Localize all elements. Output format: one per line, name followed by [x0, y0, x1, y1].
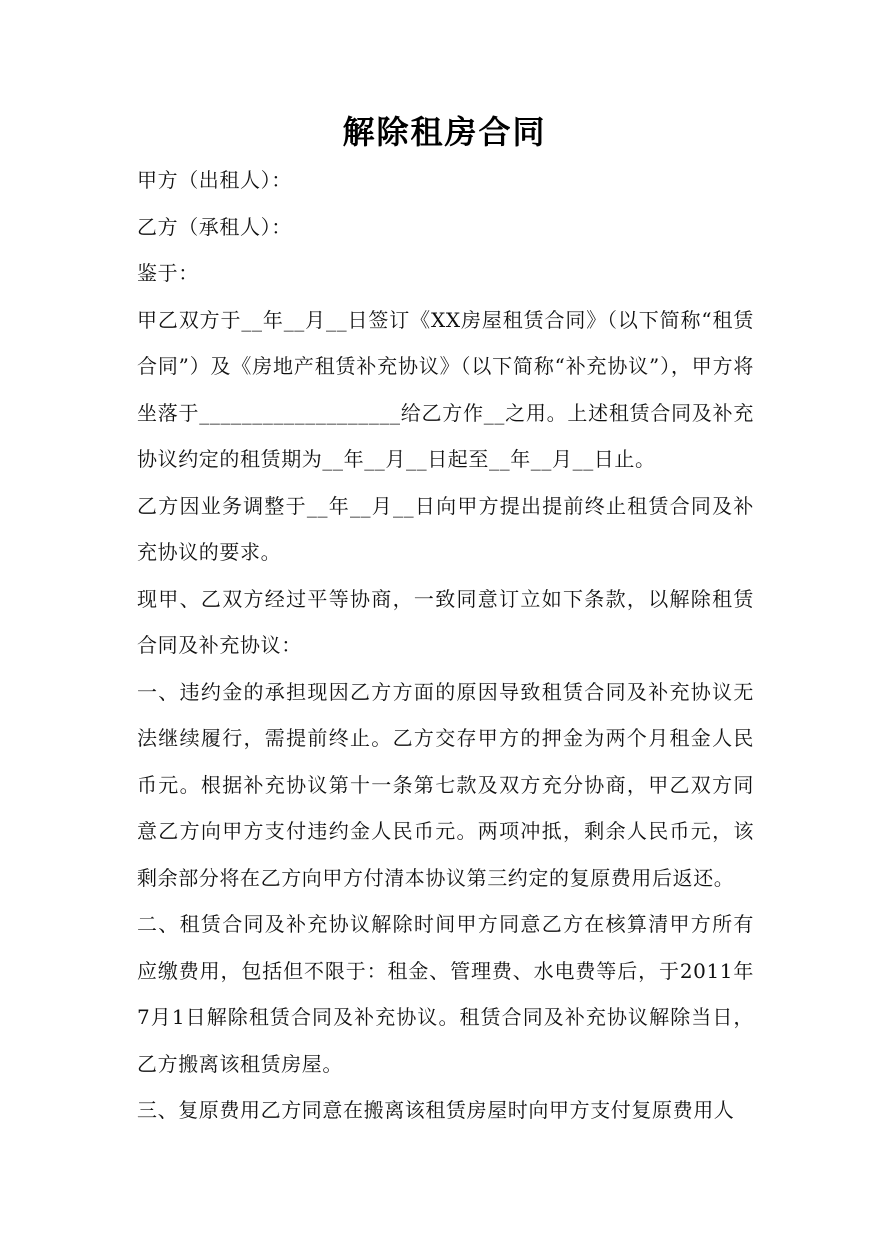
- clause-two-termination-date: 二、租赁合同及补充协议解除时间甲方同意乙方在核算清甲方所有应缴费用，包括但不限于：租金、管理费、水电费等后，于2011年7月1日解除租赁合同及补充协议。租赁合同及补充协议解除当日，乙方搬离该租赁房屋。: [137, 912, 754, 1076]
- clause-three-restoration: 三、复原费用乙方同意在搬离该租赁房屋时向甲方支付复原费用人: [137, 1098, 735, 1122]
- party-b-line: 乙方（承租人）：: [137, 214, 292, 239]
- party-a-line: 甲方（出租人）：: [137, 168, 292, 192]
- background-paragraph: 甲乙双方于__年__月__日签订《XX房屋租赁合同》（以下简称“租赁合同”）及《房地产租赁补充协议》（以下简称“补充协议”），甲方将坐落于___________________给乙方作__之用。上述租赁合同及补充协议约定的租赁期为__年__月__日起至__年__月__日止。: [137, 307, 754, 471]
- document-title: 解除租房合同: [342, 113, 547, 151]
- document-body: [137, 157, 754, 1134]
- clause-one-penalty: 一、违约金的承担现因乙方方面的原因导致租赁合同及补充协议无法继续履行，需提前终止。乙方交存甲方的押金为两个月租金人民币元。根据补充协议第十一条第七款及双方充分协商，甲乙双方同意乙方向甲方支付违约金人民币元。两项冲抵，剩余人民币元，该剩余部分将在乙方向甲方付清本协议第三约定的复原费用后返还。: [137, 679, 754, 890]
- whereas-heading: 鉴于：: [137, 261, 199, 285]
- termination-request-paragraph: 乙方因业务调整于__年__月__日向甲方提出提前终止租赁合同及补充协议的要求。: [137, 493, 754, 564]
- agreement-intro-paragraph: 现甲、乙双方经过平等协商，一致同意订立如下条款，以解除租赁合同及补充协议：: [137, 586, 754, 657]
